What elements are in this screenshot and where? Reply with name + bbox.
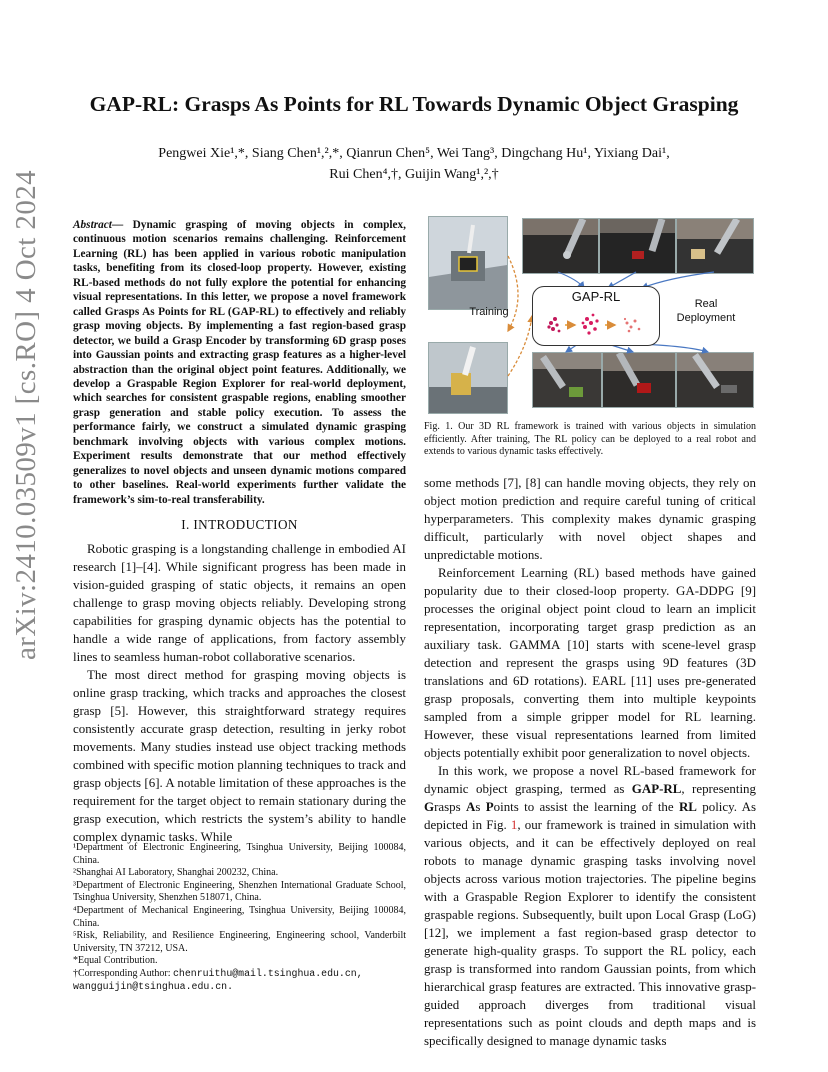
real-deployment-label <box>666 297 746 325</box>
real-label-line-2: Deployment <box>676 312 736 324</box>
abstract-text: — Dynamic grasping of moving objects in complex, continuous motion scenarios remains challenging. Reinforcement Learning (RL) has been applied in various robotic manipulation tasks, benefiting from its closed-loop property. However, existing RL-based methods do not fully explore the potential for enhancing visual representations. In this letter, we propose a novel framework called Grasps As Points for RL (GAP-RL) to effectively and reliably grasp moving objects. By implementing a fast region-based grasp detector, we build a Grasp Encoder by transforming 6D grasp poses into Gaussian points and extracting grasp features as a higher-level abstraction than the original object point features. Additionally, we develop a Graspable Region Explorer for real-world deployment, which searches for consistent graspable regions, enabling smoother grasp generation and stable policy execution. To assess the performance fairly, we construct a simulated dynamic grasping benchmark involving objects with various complex motions. Experiment results demonstrate that our method effectively generalizes to novel objects and unseen dynamic motions compared to other baselines. Real-world experiments further validate the framework’s sim-to-real transferability. <box>73 219 406 506</box>
arxiv-identifier[interactable]: arXiv:2410.03509v1 [cs.RO] 4 Oct 2024 <box>10 169 42 660</box>
abstract <box>73 218 406 507</box>
email-link-2[interactable]: wangguijin@tsinghua.edu.cn. <box>73 980 234 992</box>
p3-text-a: In this work, we propose a novel RL-based framework for dynamic object grasping, termed as <box>424 763 756 796</box>
training-label: Training <box>469 306 509 318</box>
p3-text-k: policy. As depicted in Fig. <box>424 799 756 832</box>
corresponding-prefix: †Corresponding Author: <box>73 967 173 979</box>
footnote-equal-contribution: *Equal Contribution. <box>73 955 158 967</box>
gap-rl-box <box>532 286 660 346</box>
footnote-affiliation-3: ³Department of Electronic Engineering, Shenzhen International Graduate School, Tsinghua University, Shenzhen 518071, China. <box>73 879 406 904</box>
section-heading-introduction: I. INTRODUCTION <box>181 517 298 533</box>
p3-text-i: oints to assist the learning of the <box>493 799 679 814</box>
fig-1-link[interactable]: 1 <box>510 817 518 832</box>
p3-text-e: rasps <box>434 799 466 814</box>
p3-bold-p: P <box>485 799 494 814</box>
p3-bold-g: G <box>424 799 435 814</box>
author-line-1: Pengwei Xie¹,*, Siang Chen¹,²,*, Qianrun Chen⁵, Wei Tang³, Dingchang Hu¹, Yixiang Dai¹, <box>158 146 670 161</box>
figure-1 <box>428 216 756 412</box>
p3-text-g: s <box>475 799 486 814</box>
footnote-affiliation-5: ⁵Risk, Reliability, and Resilience Engineering, Engineering school, Vanderbilt University, TN 37212, USA. <box>73 930 406 954</box>
real-label-line-1: Real <box>694 298 718 310</box>
intro-paragraph-2: The most direct method for grasping moving objects is online grasp tracking, which tracks and approaches the closest grasp [5]. However, this straightforward strategy requires consistently accurate grasp detection, resulting in jerky robot movements. Many studies instead use object tracking methods combined with specific motion planning techniques to track and grasp objects [6]. A notable limitation of these approaches is the requirement for the target object to remain stationary during the grasp execution, which restricts the system’s ability to handle complex dynamic tasks. While <box>73 667 406 845</box>
email-link-1[interactable]: chenruithu@mail.tsinghua.edu.cn, <box>173 967 363 979</box>
paper-title: GAP-RL: Grasps As Points for RL Towards Dynamic Object Grasping <box>89 92 739 116</box>
footnote-affiliation-1: ¹Department of Electronic Engineering, Tsinghua University, Beijing 100084, China. <box>73 842 406 866</box>
author-list <box>90 143 738 185</box>
right-column <box>424 474 756 1050</box>
footnotes <box>73 842 406 993</box>
footnote-affiliation-2: ²Shanghai AI Laboratory, Shanghai 200232, China. <box>73 867 279 879</box>
footnote-corresponding-author <box>73 968 406 993</box>
footnote-affiliation-4: ⁴Department of Mechanical Engineering, Tsinghua University, Beijing 100084, China. <box>73 904 406 929</box>
p3-text-m: , our framework is trained in simulation with various objects, and it can be effectively deployed on real robots to manage dynamic grasping tasks involving novel objects across various motion trajectories. The pipeline begins with a Graspable Region Explorer to identify the consistent graspable regions. Subsequently, built upon Local Grasp (LoG) [12], we implement a fast region-based grasp detector to generate high-quality grasps. To support the RL policy, each grasp is transformed into random Gaussian points, from which hierarchical grasp features are extracted. This innovative grasp-guided approach diverges from traditional visual representations such as point clouds and depth maps and is specifically designed to manage dynamic tasks <box>424 817 756 1048</box>
point-cloud-graphic <box>539 307 653 341</box>
right-paragraph-1: some methods [7], [8] can handle moving objects, they rely on object motion prediction and require careful tuning of critical hyperparameters. This complexity makes dynamic grasping difficult, particularly with novel object shapes and unpredictable motions. <box>424 475 756 562</box>
intro-paragraph-1: Robotic grasping is a longstanding challenge in embodied AI research [1]–[4]. While significant progress has been made in vision-guided grasping of static objects, it remains an open challenge to grasp moving objects reliably. Developing strong capabilities for grasping dynamic objects has the potential to handle a wide range of applications, from factory assembly lines to seamless human-robot collaborative scenarios. <box>73 541 406 665</box>
left-column <box>73 218 406 846</box>
p3-gaprl-bold: GAP-RL <box>631 781 682 796</box>
abstract-lead: Abstract <box>73 219 112 231</box>
p3-bold-a: A <box>466 799 476 814</box>
right-paragraph-2: Reinforcement Learning (RL) based methods have gained popularity due to their closed-loop property. GA-DDPG [9] processes the original object point cloud to learn an implicit representation, incorporating target grasp prediction as an auxiliary task. GAMMA [10] starts with scene-level grasp detection and represent the grasps using 9D features (3D translations and 6D rotations). EARL [11] uses pre-generated grasp proposals, converting them into multiple keypoints sampled from a simple gripper model for RL learning. However, these visual representations learned from limited objects potentially exhibit poor generalization to novel objects. <box>424 565 756 760</box>
p3-bold-rl: RL <box>678 799 697 814</box>
figure-1-caption: Fig. 1. Our 3D RL framework is trained with various objects in simulation efficiently. After training, The RL policy can be deployed to a real robot and extends to various dynamic tasks effectively. <box>424 421 756 458</box>
p3-text-c: , representing <box>681 781 756 796</box>
gap-rl-label: GAP-RL <box>571 289 621 304</box>
right-paragraph-3 <box>424 762 756 1050</box>
author-line-2: Rui Chen⁴,†, Guijin Wang¹,²,† <box>329 167 499 182</box>
